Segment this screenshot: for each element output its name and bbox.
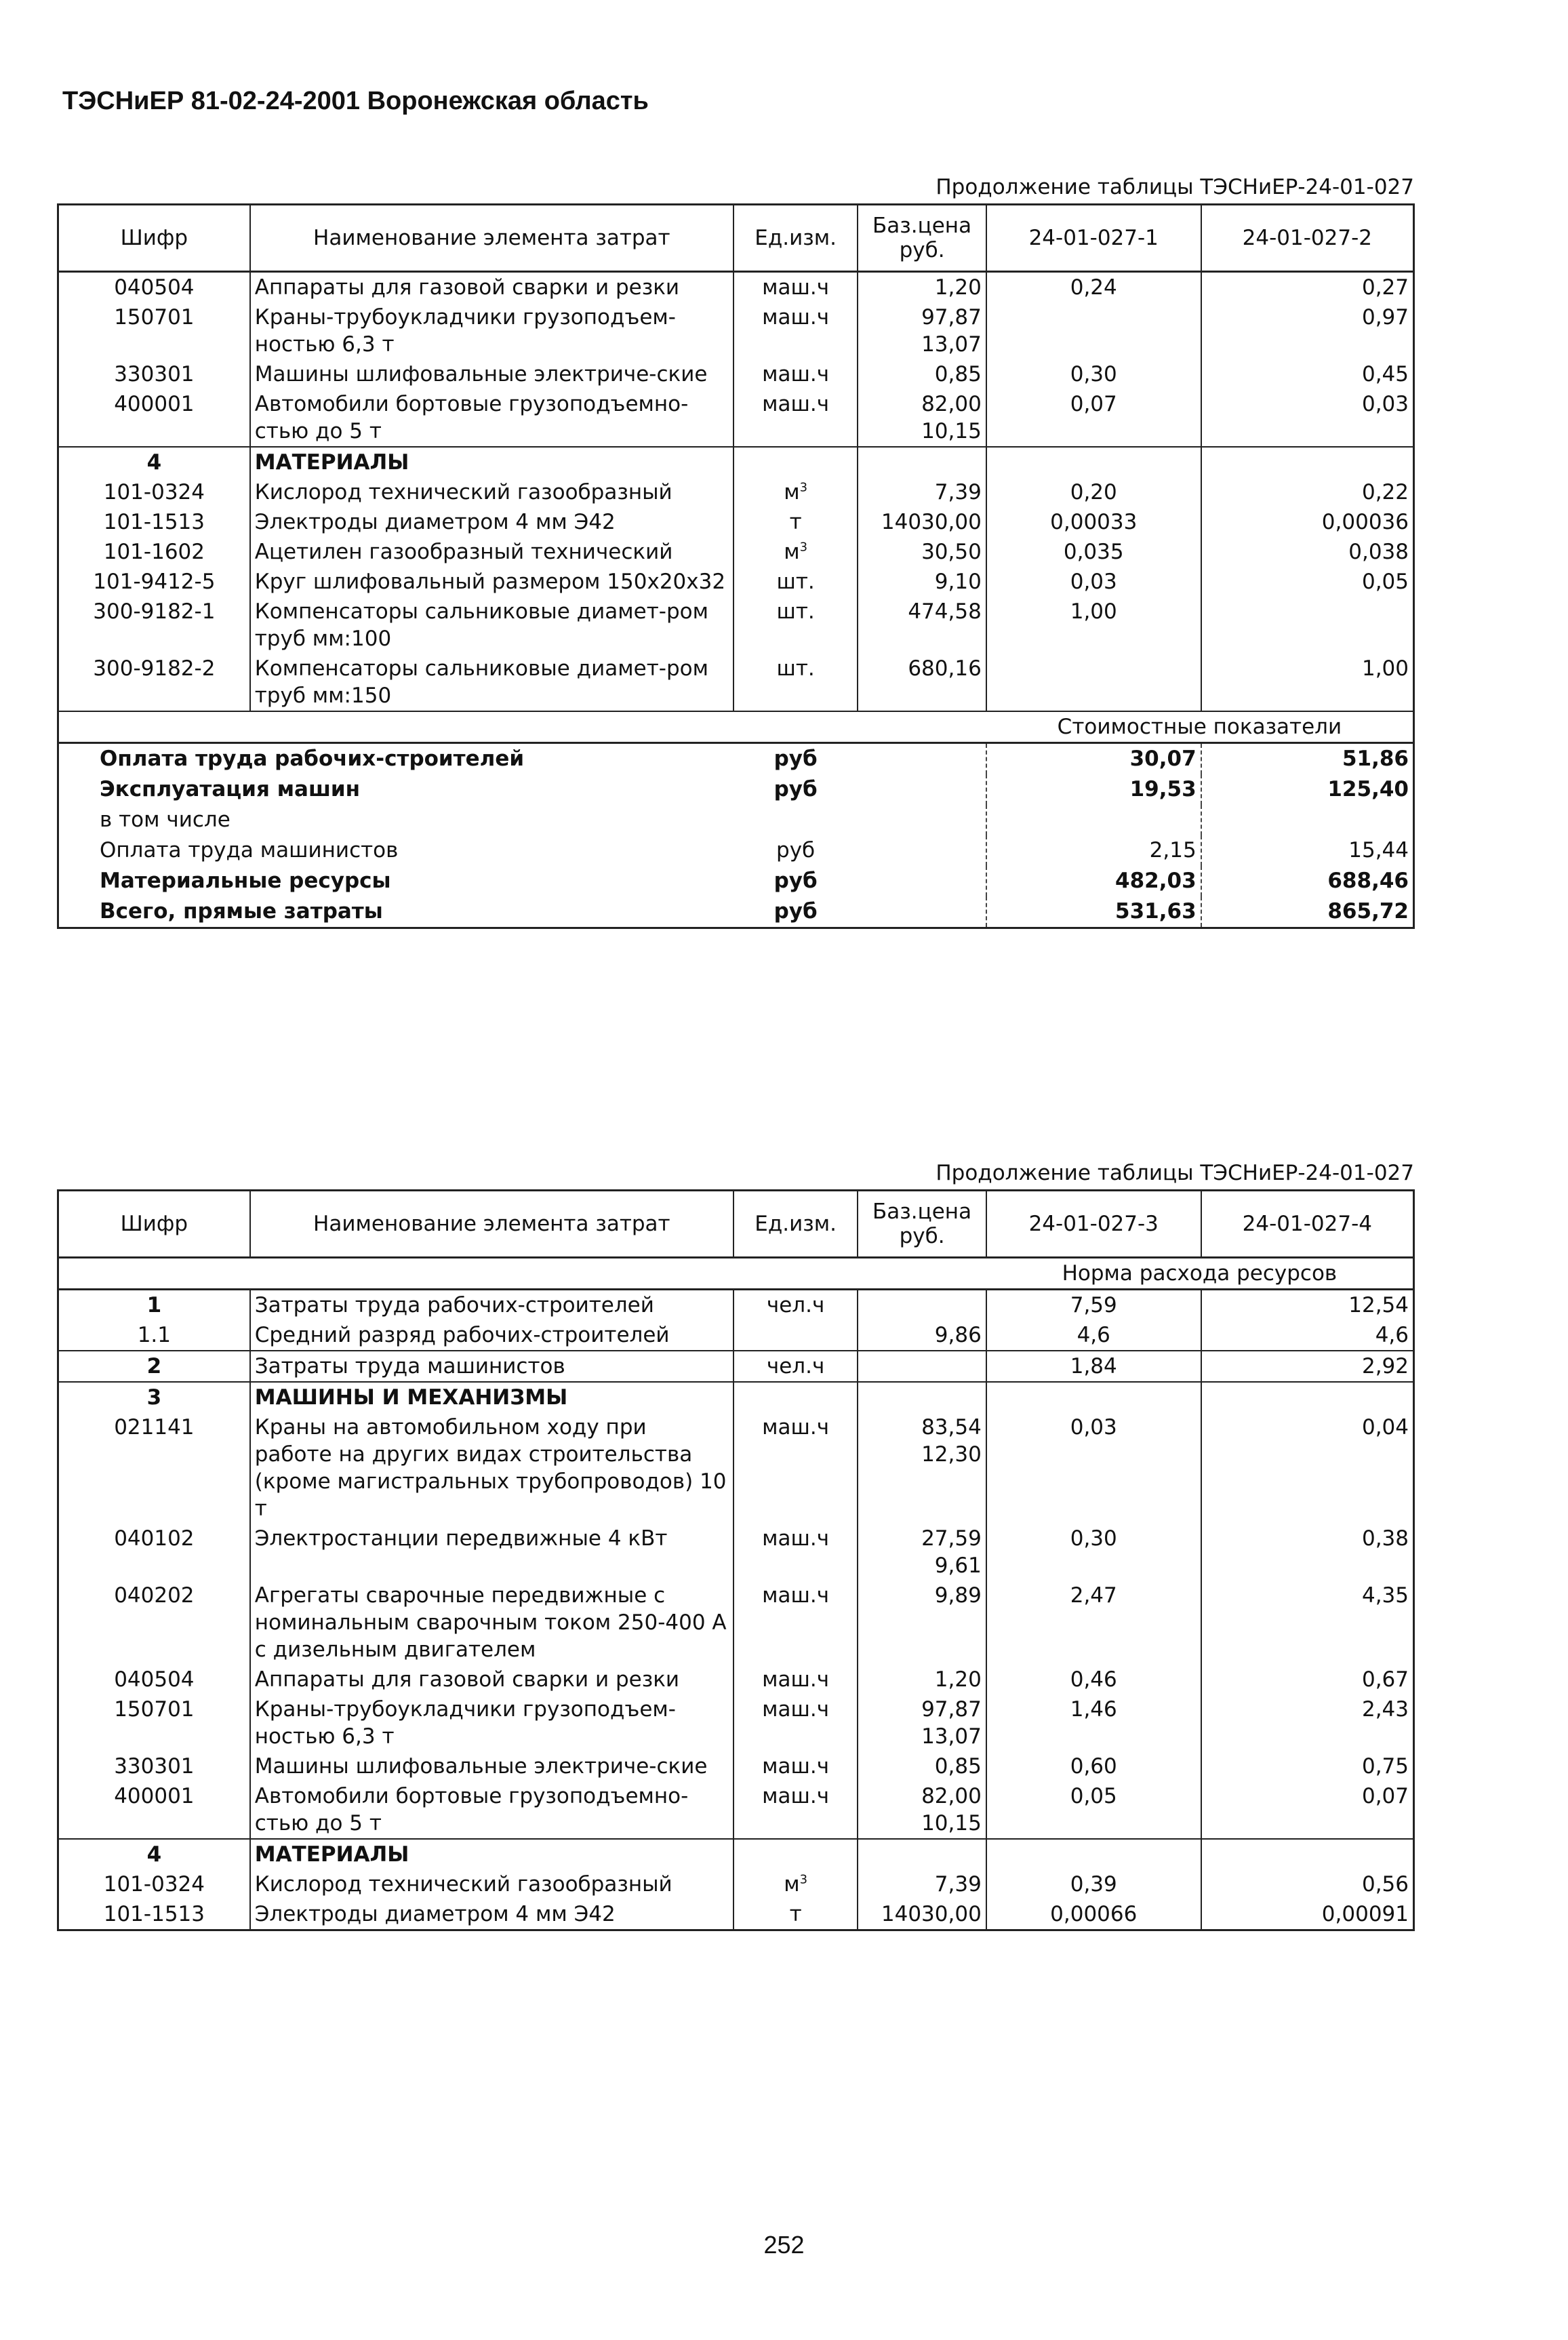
row-name: Затраты труда рабочих-строителей <box>250 1290 733 1321</box>
summary-row <box>58 866 1414 896</box>
resource-norm-label-text: Норма расхода ресурсов <box>986 1258 1414 1290</box>
resource-table-2 <box>57 1189 1415 1931</box>
summary-label: Всего, прямые затраты <box>100 899 383 924</box>
row-code: 330301 <box>58 1751 250 1781</box>
header-unit: Ед.изм. <box>733 205 858 272</box>
price-machine: 9,89 <box>934 1583 982 1608</box>
summary-unit: руб <box>773 869 818 893</box>
summary-price <box>858 866 986 896</box>
header-col-1: 24-01-027-1 <box>986 205 1201 272</box>
row-code: 040102 <box>58 1524 250 1581</box>
row-value-2: 0,75 <box>1201 1751 1414 1781</box>
price-wage: 10,15 <box>921 1811 982 1836</box>
row-name: Затраты труда машинистов <box>250 1351 733 1382</box>
summary-price <box>858 774 986 805</box>
row-value-2: 0,00091 <box>1201 1899 1414 1930</box>
row-value-2: 0,05 <box>1201 567 1414 597</box>
row-code: 330301 <box>58 359 250 389</box>
row-value-2: 0,038 <box>1201 537 1414 567</box>
row-value-1: 0,60 <box>986 1751 1201 1781</box>
unit-text: т <box>789 510 802 534</box>
row-value-1: 0,30 <box>986 359 1201 389</box>
row-value-1: 7,59 <box>986 1290 1201 1321</box>
unit-text: шт. <box>776 599 815 624</box>
row-price <box>858 272 986 303</box>
table-continuation-label: Продолжение таблицы ТЭСНиЕР-24-01-027 <box>936 1161 1414 1185</box>
row-value-1: 0,39 <box>986 1869 1201 1899</box>
row-price <box>858 359 986 389</box>
row-name: Автомобили бортовые грузоподъемно-стью до 5 т <box>250 389 733 447</box>
row-value-1 <box>986 654 1201 711</box>
table-header-row <box>58 1191 1414 1258</box>
row-price <box>858 1781 986 1839</box>
row-value-2: 12,54 <box>1201 1290 1414 1321</box>
price-machine: 1,20 <box>934 275 982 300</box>
summary-value-1: 2,15 <box>986 835 1201 866</box>
row-value-2: 0,45 <box>1201 359 1414 389</box>
summary-unit: руб <box>773 777 818 801</box>
row-price: 14030,00 <box>858 1899 986 1930</box>
row-price <box>858 389 986 447</box>
row-code: 300-9182-2 <box>58 654 250 711</box>
table-row <box>58 302 1414 359</box>
row-name: Агрегаты сварочные передвижные с номинальным сварочным током 250-400 А с дизельным двигателем <box>250 1581 733 1665</box>
row-value-1: 2,47 <box>986 1581 1201 1665</box>
price-machine: 82,00 <box>921 392 982 416</box>
row-value-1: 0,00066 <box>986 1899 1201 1930</box>
table-row <box>58 1524 1414 1581</box>
summary-row <box>58 743 1414 775</box>
table-row <box>58 567 1414 597</box>
row-value-1 <box>986 302 1201 359</box>
row-value-1: 0,03 <box>986 567 1201 597</box>
row-code: 150701 <box>58 1694 250 1751</box>
summary-unit: руб <box>776 838 816 862</box>
row-value-1: 4,6 <box>986 1320 1201 1351</box>
summary-price <box>858 835 986 866</box>
empty-cell <box>733 1382 858 1412</box>
empty-cell <box>58 1258 986 1290</box>
row-unit <box>733 537 858 567</box>
empty-cell <box>858 1382 986 1412</box>
row-value-1: 0,20 <box>986 477 1201 507</box>
row-code: 101-1602 <box>58 537 250 567</box>
resource-norm-label <box>58 1258 1414 1290</box>
summary-value-1 <box>986 805 1201 835</box>
summary-price <box>858 896 986 928</box>
table-row <box>58 1412 1414 1524</box>
row-price: 474,58 <box>858 597 986 654</box>
row-name: Электроды диаметром 4 мм Э42 <box>250 507 733 537</box>
row-value-1: 0,07 <box>986 389 1201 447</box>
row-value-2: 2,43 <box>1201 1694 1414 1751</box>
row-code: 300-9182-1 <box>58 597 250 654</box>
row-unit <box>733 567 858 597</box>
row-value-2: 0,27 <box>1201 272 1414 303</box>
row-price <box>858 1665 986 1694</box>
row-unit: маш.ч <box>733 359 858 389</box>
section-code: 3 <box>58 1382 250 1412</box>
row-name: Кислород технический газообразный <box>250 477 733 507</box>
empty-cell <box>858 1839 986 1869</box>
row-code: 021141 <box>58 1412 250 1524</box>
row-value-2: 0,67 <box>1201 1665 1414 1694</box>
table-row <box>58 1781 1414 1839</box>
row-price <box>858 1694 986 1751</box>
row-value-1: 0,30 <box>986 1524 1201 1581</box>
row-value-1: 1,84 <box>986 1351 1201 1382</box>
row-price <box>858 1290 986 1321</box>
price-wage: 13,07 <box>921 332 982 357</box>
price-wage: 10,15 <box>921 419 982 443</box>
empty-cell <box>1201 1382 1414 1412</box>
row-value-1: 0,24 <box>986 272 1201 303</box>
row-name: Краны на автомобильном ходу при работе на других видах строительства (кроме магистральных трубопроводов) 10 т <box>250 1412 733 1524</box>
unit-superscript: 3 <box>799 540 808 555</box>
row-unit <box>733 1320 858 1351</box>
row-value-2: 0,04 <box>1201 1412 1414 1524</box>
row-code: 101-9412-5 <box>58 567 250 597</box>
row-price: 30,50 <box>858 537 986 567</box>
empty-cell <box>986 1839 1201 1869</box>
summary-price <box>858 805 986 835</box>
summary-unit <box>733 805 858 835</box>
row-price <box>858 1351 986 1382</box>
header-unit: Ед.изм. <box>733 1191 858 1258</box>
row-name: Аппараты для газовой сварки и резки <box>250 272 733 303</box>
row-unit <box>733 507 858 537</box>
price-machine: 97,87 <box>921 305 982 330</box>
summary-value-2: 15,44 <box>1348 838 1409 862</box>
row-unit: чел.ч <box>733 1351 858 1382</box>
unit-superscript: 3 <box>799 480 808 495</box>
table-row <box>58 1899 1414 1930</box>
empty-cell <box>1201 447 1414 477</box>
row-price: 7,39 <box>858 1869 986 1899</box>
empty-cell <box>986 447 1201 477</box>
row-value-2: 0,00036 <box>1201 507 1414 537</box>
summary-row <box>58 774 1414 805</box>
row-value-2: 4,35 <box>1201 1581 1414 1665</box>
price-machine: 27,59 <box>921 1526 982 1551</box>
row-unit: маш.ч <box>733 1751 858 1781</box>
summary-value-1: 30,07 <box>986 743 1201 775</box>
unit-superscript: 3 <box>799 1872 808 1887</box>
price-machine: 1,20 <box>934 1667 982 1692</box>
table-header-row <box>58 205 1414 272</box>
row-code: 400001 <box>58 1781 250 1839</box>
row-code: 040504 <box>58 1665 250 1694</box>
table-row <box>58 1694 1414 1751</box>
row-value-2: 4,6 <box>1201 1320 1414 1351</box>
unit-text: м <box>784 480 800 504</box>
row-price: 14030,00 <box>858 507 986 537</box>
row-unit: маш.ч <box>733 1665 858 1694</box>
row-value-1: 0,035 <box>986 537 1201 567</box>
row-name: Электроды диаметром 4 мм Э42 <box>250 1899 733 1930</box>
table-row <box>58 477 1414 507</box>
table-row <box>58 1751 1414 1781</box>
empty-cell <box>858 447 986 477</box>
summary-row <box>58 896 1414 928</box>
row-unit <box>733 597 858 654</box>
summary-value-2: 51,86 <box>1342 747 1409 771</box>
price-machine: 0,85 <box>934 1754 982 1779</box>
header-name: Наименование элемента затрат <box>250 1191 733 1258</box>
row-name: Круг шлифовальный размером 150х20х32 <box>250 567 733 597</box>
row-name: Средний разряд рабочих-строителей <box>250 1320 733 1351</box>
row-price <box>858 1751 986 1781</box>
row-unit: маш.ч <box>733 272 858 303</box>
row-unit: маш.ч <box>733 302 858 359</box>
table-row <box>58 507 1414 537</box>
row-unit: маш.ч <box>733 1581 858 1665</box>
row-name: Компенсаторы сальниковые диамет-ром труб мм:100 <box>250 597 733 654</box>
summary-value-2: 688,46 <box>1327 869 1409 893</box>
table-continuation-label: Продолжение таблицы ТЭСНиЕР-24-01-027 <box>936 175 1414 199</box>
unit-text: шт. <box>776 570 815 594</box>
summary-label: Оплата труда рабочих-строителей <box>100 747 525 771</box>
unit-text: т <box>789 1902 802 1926</box>
row-value-2: 0,03 <box>1201 389 1414 447</box>
unit-text: м <box>784 1872 800 1897</box>
section-title: МАТЕРИАЛЫ <box>250 447 733 477</box>
cost-indicators-label <box>58 711 1414 743</box>
price-wage: 12,30 <box>921 1442 982 1467</box>
price-machine: 82,00 <box>921 1784 982 1808</box>
row-value-1: 0,05 <box>986 1781 1201 1839</box>
header-code: Шифр <box>58 1191 250 1258</box>
table-row <box>58 272 1414 303</box>
row-code: 101-0324 <box>58 477 250 507</box>
row-value-2: 0,07 <box>1201 1781 1414 1839</box>
summary-value-1: 531,63 <box>986 896 1201 928</box>
row-unit <box>733 1869 858 1899</box>
header-col-1: 24-01-027-3 <box>986 1191 1201 1258</box>
summary-value-2: 125,40 <box>1327 777 1409 801</box>
row-unit: маш.ч <box>733 389 858 447</box>
row-name: Кислород технический газообразный <box>250 1869 733 1899</box>
row-price <box>858 1581 986 1665</box>
row-price: 9,10 <box>858 567 986 597</box>
row-value-2: 2,92 <box>1201 1351 1414 1382</box>
summary-unit: руб <box>773 899 818 924</box>
row-code: 2 <box>58 1351 250 1382</box>
row-name: Автомобили бортовые грузоподъемно-стью до 5 т <box>250 1781 733 1839</box>
table-row <box>58 1665 1414 1694</box>
row-name: Электростанции передвижные 4 кВт <box>250 1524 733 1581</box>
empty-cell <box>986 1382 1201 1412</box>
summary-value-1: 482,03 <box>986 866 1201 896</box>
row-code: 1 <box>58 1290 250 1321</box>
price-machine: 83,54 <box>921 1415 982 1440</box>
row-unit: маш.ч <box>733 1524 858 1581</box>
table-row <box>58 597 1414 654</box>
table-row <box>58 1869 1414 1899</box>
header-name: Наименование элемента затрат <box>250 205 733 272</box>
row-value-1: 0,46 <box>986 1665 1201 1694</box>
row-name: Машины шлифовальные электриче-ские <box>250 1751 733 1781</box>
labor-row <box>58 1351 1414 1382</box>
price-wage: 13,07 <box>921 1724 982 1749</box>
cost-indicators-label-text: Стоимостные показатели <box>986 711 1414 743</box>
row-price: 680,16 <box>858 654 986 711</box>
header-col-2: 24-01-027-2 <box>1201 205 1414 272</box>
row-unit <box>733 477 858 507</box>
section-title: МАШИНЫ И МЕХАНИЗМЫ <box>250 1382 733 1412</box>
row-value-2 <box>1201 597 1414 654</box>
row-unit: маш.ч <box>733 1781 858 1839</box>
labor-row <box>58 1320 1414 1351</box>
row-unit: маш.ч <box>733 1694 858 1751</box>
row-value-2: 0,56 <box>1201 1869 1414 1899</box>
row-code: 040202 <box>58 1581 250 1665</box>
section-title: МАТЕРИАЛЫ <box>250 1839 733 1869</box>
table-row <box>58 537 1414 567</box>
section-code: 4 <box>58 447 250 477</box>
summary-unit: руб <box>773 747 818 771</box>
row-code: 1.1 <box>58 1320 250 1351</box>
row-value-2: 0,22 <box>1201 477 1414 507</box>
row-value-1: 1,00 <box>986 597 1201 654</box>
summary-label: Оплата труда машинистов <box>100 838 399 862</box>
price-machine: 0,85 <box>934 362 982 386</box>
page-title: ТЭСНиЕР 81-02-24-2001 Воронежская область <box>62 87 649 115</box>
row-value-1: 1,46 <box>986 1694 1201 1751</box>
table-row <box>58 1581 1414 1665</box>
row-name: Краны-трубоукладчики грузоподъем-ностью 6,3 т <box>250 1694 733 1751</box>
row-unit: маш.ч <box>733 1412 858 1524</box>
header-price: Баз.цена руб. <box>858 205 986 272</box>
table-row <box>58 389 1414 447</box>
section-row <box>58 1382 1414 1412</box>
row-name: Краны-трубоукладчики грузоподъем-ностью 6,3 т <box>250 302 733 359</box>
row-value-1: 0,03 <box>986 1412 1201 1524</box>
empty-cell <box>733 447 858 477</box>
row-unit <box>733 654 858 711</box>
summary-value-1: 19,53 <box>986 774 1201 805</box>
row-name: Ацетилен газообразный технический <box>250 537 733 567</box>
row-name: Аппараты для газовой сварки и резки <box>250 1665 733 1694</box>
row-code: 150701 <box>58 302 250 359</box>
section-code: 4 <box>58 1839 250 1869</box>
page-number: 252 <box>763 2231 805 2259</box>
unit-text: шт. <box>776 656 815 681</box>
row-code: 040504 <box>58 272 250 303</box>
row-value-2: 0,38 <box>1201 1524 1414 1581</box>
empty-cell <box>733 1839 858 1869</box>
resource-table-1 <box>57 203 1415 929</box>
summary-row <box>58 835 1414 866</box>
summary-row <box>58 805 1414 835</box>
row-name: Компенсаторы сальниковые диамет-ром труб мм:150 <box>250 654 733 711</box>
summary-label: Материальные ресурсы <box>100 869 391 893</box>
summary-value-2: 865,72 <box>1327 899 1409 924</box>
row-value-1: 0,00033 <box>986 507 1201 537</box>
row-code: 101-1513 <box>58 1899 250 1930</box>
row-name: Машины шлифовальные электриче-ские <box>250 359 733 389</box>
section-row <box>58 447 1414 477</box>
header-col-2: 24-01-027-4 <box>1201 1191 1414 1258</box>
row-value-2: 1,00 <box>1201 654 1414 711</box>
empty-cell <box>58 711 986 743</box>
empty-cell <box>1201 1839 1414 1869</box>
row-price: 9,86 <box>858 1320 986 1351</box>
header-price: Баз.цена руб. <box>858 1191 986 1258</box>
row-price: 7,39 <box>858 477 986 507</box>
row-price <box>858 302 986 359</box>
row-price <box>858 1524 986 1581</box>
summary-label: в том числе <box>100 808 230 832</box>
row-code: 101-1513 <box>58 507 250 537</box>
row-code: 101-0324 <box>58 1869 250 1899</box>
row-price <box>858 1412 986 1524</box>
table-row <box>58 359 1414 389</box>
section-row <box>58 1839 1414 1869</box>
header-code: Шифр <box>58 205 250 272</box>
row-unit: чел.ч <box>733 1290 858 1321</box>
price-wage: 9,61 <box>934 1553 982 1578</box>
summary-value-2 <box>1201 805 1414 835</box>
row-unit <box>733 1899 858 1930</box>
table-row <box>58 654 1414 711</box>
price-machine: 97,87 <box>921 1697 982 1722</box>
summary-price <box>858 743 986 775</box>
unit-text: м <box>784 540 800 564</box>
row-code: 400001 <box>58 389 250 447</box>
row-value-2: 0,97 <box>1201 302 1414 359</box>
labor-row <box>58 1290 1414 1321</box>
summary-label: Эксплуатация машин <box>100 777 361 801</box>
